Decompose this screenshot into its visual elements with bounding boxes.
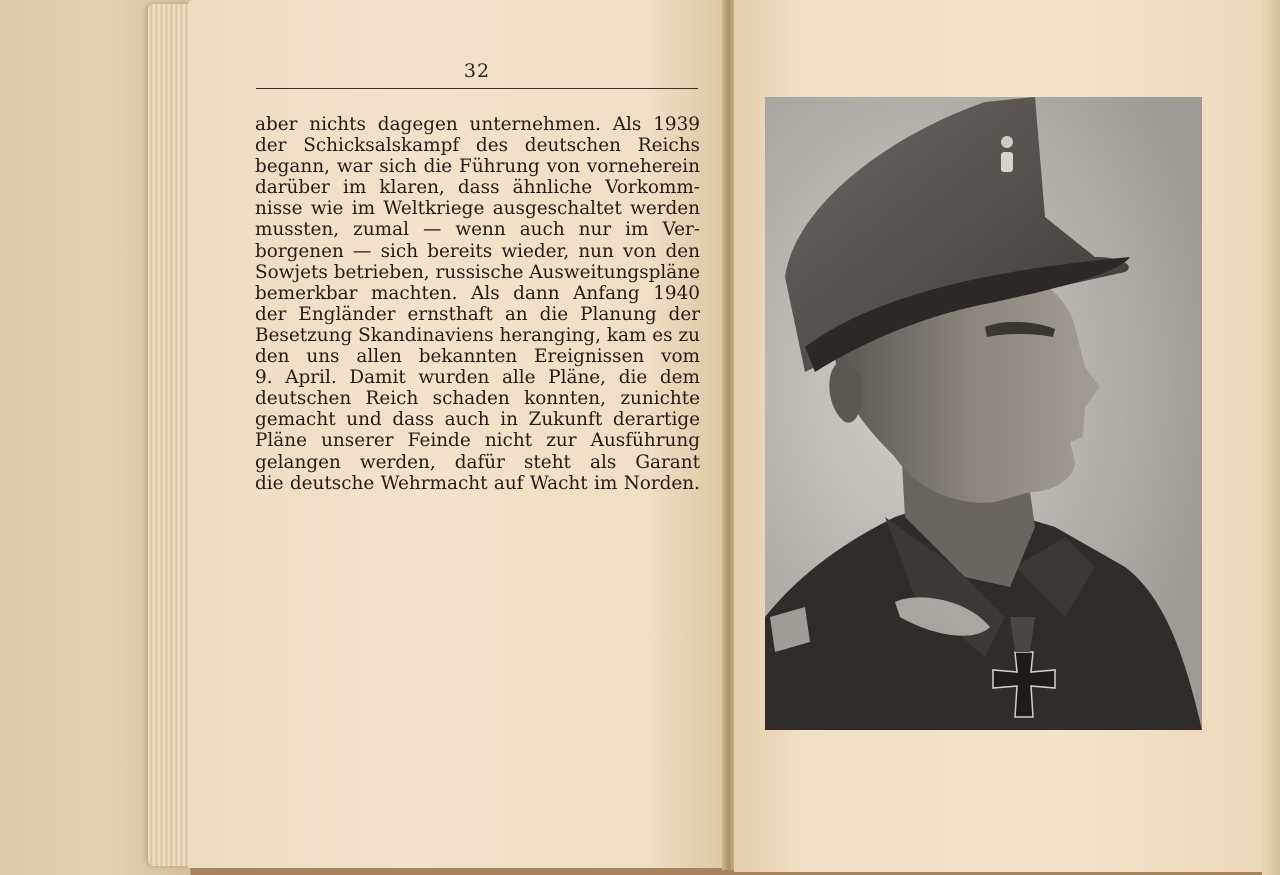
text-line: aber nichts dagegen unternehmen. Als 1939 [255,114,700,135]
text-line: mussten, zumal — wenn auch nur im Ver- [255,219,700,241]
text-line: gelangen werden, dafür steht als Garant [255,451,700,473]
body-text [255,114,700,494]
text-line: 9. April. Damit wurden alle Pläne, die dem [255,367,700,389]
portrait-photo-icon [765,97,1202,730]
text-line: die deutsche Wehrmacht auf Wacht im Norden. [255,472,700,494]
text-line: begann, war sich die Führung von vorneherein [255,156,700,178]
text-line: Besetzung Skandinaviens heranging, kam es zu [255,324,700,346]
right-page-edge [1262,0,1280,875]
text-line: Sowjets betrieben, russische Ausweitungspläne [255,261,700,283]
text-line: deutschen Reich schaden konnten, zunichte [255,388,700,410]
text-line: borgenen — sich bereits wieder, nun von den [255,240,700,262]
portrait-photo [765,97,1202,730]
text-line: der Engländer ernsthaft an die Planung der [255,303,700,325]
text-line: den uns allen bekannten Ereignissen vom [255,346,700,368]
text-line: darüber im klaren, dass ähnliche Vorkomm- [255,177,700,199]
text-line: Pläne unserer Feinde nicht zur Ausführung [255,430,700,452]
text-line: bemerkbar machten. Als dann Anfang 1940 [255,282,700,304]
header-rule [256,88,698,89]
page-number: 32 [463,60,491,82]
text-line: nisse wie im Weltkriege ausgeschaltet werden [255,198,700,220]
text-line: der Schicksalskampf des deutschen Reichs [255,135,700,157]
page-edges [148,4,193,866]
text-line: gemacht und dass auch in Zukunft derartige [255,409,700,431]
